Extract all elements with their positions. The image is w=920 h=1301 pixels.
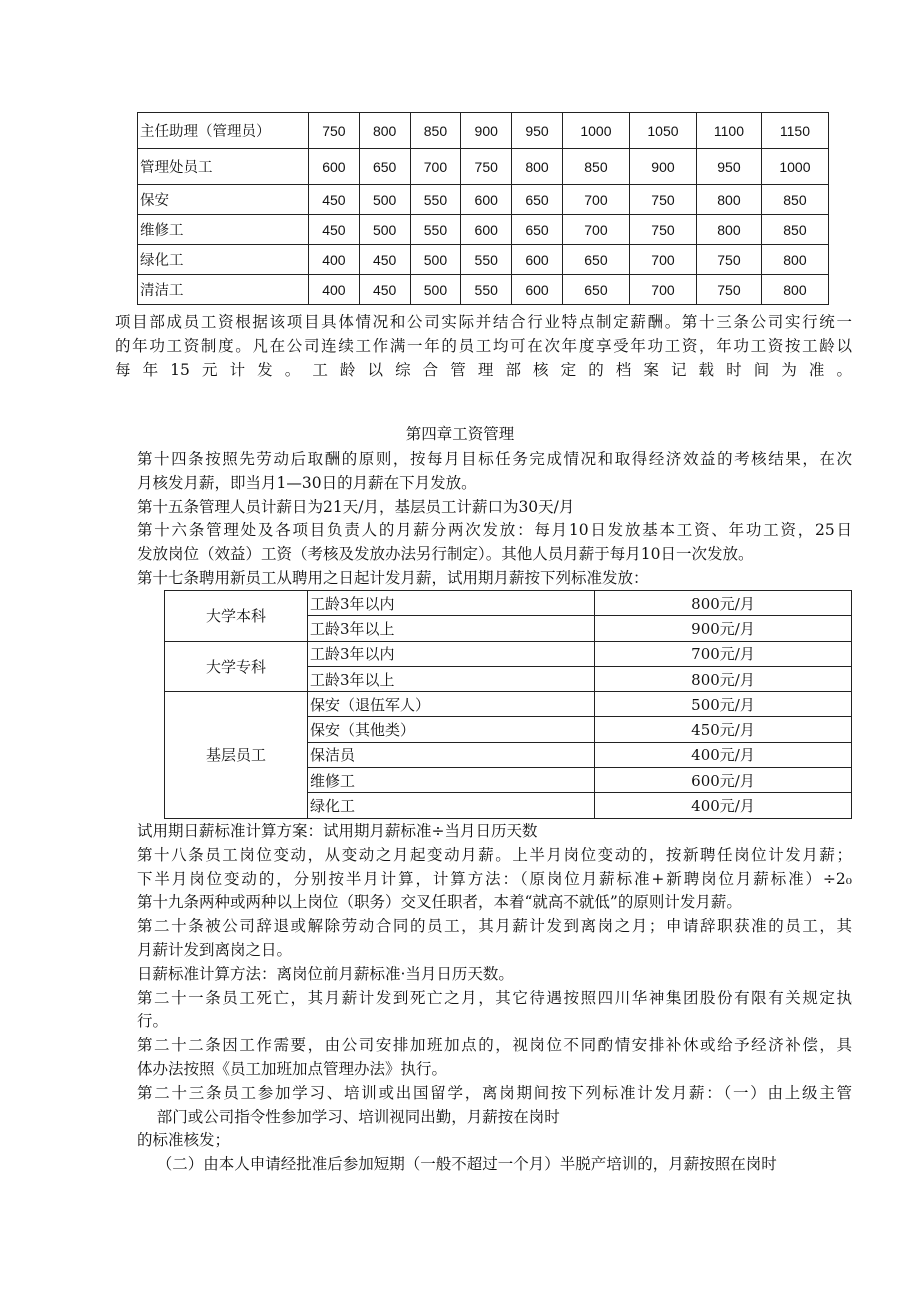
salary-cell: 600 <box>512 275 563 305</box>
salary-cell: 400元/月 <box>595 793 852 818</box>
text-line: 部门或公司指令性参加学习、培训视同出勤，月薪按在岗时 <box>137 1107 560 1126</box>
salary-cell: 650 <box>359 149 410 185</box>
position-cell: 清洁工 <box>138 275 309 305</box>
salary-cell: 800 <box>359 113 410 149</box>
salary-cell: 450 <box>309 215 360 245</box>
category-cell: 大学本科 <box>165 591 308 642</box>
condition-cell: 工龄3年以内 <box>308 641 595 666</box>
text-line: 发放岗位（效益）工资（考核及发放办法另行制定）。其他人员月薪于每月10日一次发放。 <box>137 545 754 564</box>
salary-cell: 450 <box>309 185 360 215</box>
table-row <box>165 641 852 666</box>
condition-cell: 保安（其他类） <box>308 717 595 742</box>
text-line: 项目部成员工资根据该项目具体情况和公司实际并结合行业特点制定薪酬。第十三条公司实行统一 <box>115 313 852 331</box>
salary-cell: 600 <box>461 215 512 245</box>
text-line: 第十七条聘用新员工从聘用之日起计发月薪，试用期月薪按下列标准发放： <box>137 568 649 587</box>
salary-cell: 450元/月 <box>595 717 852 742</box>
salary-cell: 800 <box>697 215 762 245</box>
paragraph-articles-18-23 <box>137 820 852 1177</box>
text-line: 的标准核发； <box>137 1131 231 1150</box>
salary-cell: 500元/月 <box>595 692 852 717</box>
text-line: 月薪计发到离岗之日。 <box>137 940 293 959</box>
text-line: 下半月岗位变动的，分别按半月计算，计算方法：（原岗位月薪标准+新聘岗位月薪标准）÷2₀ <box>137 869 852 888</box>
salary-cell: 500 <box>410 275 461 305</box>
salary-cell: 950 <box>512 113 563 149</box>
salary-cell: 1000 <box>761 149 828 185</box>
salary-cell: 800元/月 <box>595 666 852 691</box>
table-row <box>138 275 829 305</box>
paragraph-wage-management <box>137 448 852 591</box>
condition-cell: 保安（退伍军人） <box>308 692 595 717</box>
condition-cell: 绿化工 <box>308 793 595 818</box>
text-line: 行。 <box>137 1012 169 1031</box>
category-cell: 基层员工 <box>165 692 308 818</box>
salary-cell: 550 <box>410 185 461 215</box>
salary-cell: 900元/月 <box>595 616 852 641</box>
table-row <box>138 185 829 215</box>
salary-cell: 1100 <box>697 113 762 149</box>
table-row <box>138 113 829 149</box>
text-line: 第十八条员工岗位变动，从变动之月起变动月薪。上半月岗位变动的，按新聘任岗位计发月薪； <box>137 845 852 864</box>
salary-cell: 400 <box>309 275 360 305</box>
salary-cell: 400 <box>309 245 360 275</box>
salary-cell: 800 <box>761 275 828 305</box>
text-line: 第十四条按照先劳动后取酬的原则，按每月目标任务完成情况和取得经济效益的考核结果，在次 <box>137 450 852 468</box>
salary-cell: 500 <box>410 245 461 275</box>
text-line: 体办法按照《员工加班加点管理办法》执行。 <box>137 1059 448 1078</box>
salary-cell: 850 <box>761 215 828 245</box>
salary-cell: 1000 <box>562 113 629 149</box>
salary-cell: 650 <box>512 185 563 215</box>
condition-cell: 保洁员 <box>308 742 595 767</box>
text-line: 第十六条管理处及各项目负责人的月薪分两次发放：每月10日发放基本工资、年功工资，25日 <box>137 521 852 540</box>
text-line: 的年功工资制度。凡在公司连续工作满一年的员工均可在次年度享受年功工资，年功工资按工龄以 <box>115 336 852 355</box>
salary-cell: 600 <box>309 149 360 185</box>
salary-cell: 750 <box>629 215 696 245</box>
salary-cell: 700 <box>629 245 696 275</box>
category-cell: 大学专科 <box>165 641 308 692</box>
condition-cell: 工龄3年以内 <box>308 591 595 616</box>
salary-cell: 750 <box>697 245 762 275</box>
salary-cell: 700 <box>629 275 696 305</box>
text-line: 第二十三条员工参加学习、培训或出国留学，离岗期间按下列标准计发月薪：（一）由上级主管 <box>137 1083 852 1102</box>
salary-cell: 750 <box>461 149 512 185</box>
paragraph-annual-wage <box>115 311 852 382</box>
text-line: 日薪标准计算方法：离岗位前月薪标准·当月日历天数。 <box>137 964 514 983</box>
salary-cell: 750 <box>629 185 696 215</box>
salary-cell: 500 <box>359 215 410 245</box>
text-line: 第十九条两种或两种以上岗位（职务）交叉任职者，本着“就高不就低”的原则计发月薪。 <box>137 893 742 912</box>
salary-cell: 1150 <box>761 113 828 149</box>
salary-cell: 950 <box>697 149 762 185</box>
salary-cell: 600 <box>461 185 512 215</box>
table-row <box>138 245 829 275</box>
salary-cell: 450 <box>359 275 410 305</box>
salary-cell: 800 <box>512 149 563 185</box>
salary-cell: 700元/月 <box>595 641 852 666</box>
chapter-title: 第四章工资管理 <box>405 425 515 443</box>
salary-cell: 450 <box>359 245 410 275</box>
table-row <box>165 692 852 717</box>
text-line: 第二十条被公司辞退或解除劳动合同的员工，其月薪计发到离岗之月；申请辞职获准的员工，其 <box>137 917 852 936</box>
salary-cell: 800 <box>697 185 762 215</box>
salary-cell: 400元/月 <box>595 742 852 767</box>
salary-grade-table <box>137 112 829 305</box>
salary-cell: 550 <box>461 245 512 275</box>
table-row <box>138 215 829 245</box>
salary-cell: 700 <box>562 185 629 215</box>
salary-cell: 700 <box>562 215 629 245</box>
salary-cell: 700 <box>410 149 461 185</box>
salary-cell: 550 <box>410 215 461 245</box>
salary-cell: 600元/月 <box>595 768 852 793</box>
salary-cell: 650 <box>562 275 629 305</box>
text-line: 第十五条管理人员计薪日为21天/月，基层员工计薪口为30天/月 <box>137 497 575 516</box>
salary-cell: 750 <box>697 275 762 305</box>
table-row <box>165 591 852 616</box>
text-line: 第二十二条因工作需要，由公司安排加班加点的，视岗位不同酌情安排补休或给予经济补偿，具 <box>137 1036 852 1055</box>
salary-cell: 650 <box>562 245 629 275</box>
salary-cell: 900 <box>629 149 696 185</box>
text-line: 月核发月薪，即当月1—30日的月薪在下月发放。 <box>137 473 477 492</box>
position-cell: 绿化工 <box>138 245 309 275</box>
position-cell: 管理处员工 <box>138 149 309 185</box>
salary-cell: 800 <box>761 245 828 275</box>
condition-cell: 维修工 <box>308 768 595 793</box>
probation-salary-table <box>164 590 852 819</box>
salary-cell: 500 <box>359 185 410 215</box>
position-cell: 保安 <box>138 185 309 215</box>
condition-cell: 工龄3年以上 <box>308 666 595 691</box>
text-line: 第二十一条员工死亡，其月薪计发到死亡之月，其它待遇按照四川华神集团股份有限有关规定执 <box>137 988 852 1007</box>
salary-cell: 550 <box>461 275 512 305</box>
salary-cell: 850 <box>562 149 629 185</box>
text-line: 每年15元计发。工龄以综合管理部核定的档案记载时间为准。 <box>115 360 852 379</box>
salary-cell: 800元/月 <box>595 591 852 616</box>
salary-cell: 850 <box>761 185 828 215</box>
salary-cell: 900 <box>461 113 512 149</box>
condition-cell: 工龄3年以上 <box>308 616 595 641</box>
position-cell: 主任助理（管理员） <box>138 113 309 149</box>
position-cell: 维修工 <box>138 215 309 245</box>
salary-cell: 600 <box>512 245 563 275</box>
salary-cell: 650 <box>512 215 563 245</box>
salary-cell: 750 <box>309 113 360 149</box>
salary-cell: 1050 <box>629 113 696 149</box>
salary-cell: 850 <box>410 113 461 149</box>
table-row <box>138 149 829 185</box>
text-line: 试用期日薪标准计算方案：试用期月薪标准÷当月日历天数 <box>137 822 538 840</box>
text-line: （二）由本人申请经批准后参加短期（一般不超过一个月）半脱产培训的，月薪按照在岗时 <box>137 1155 777 1174</box>
